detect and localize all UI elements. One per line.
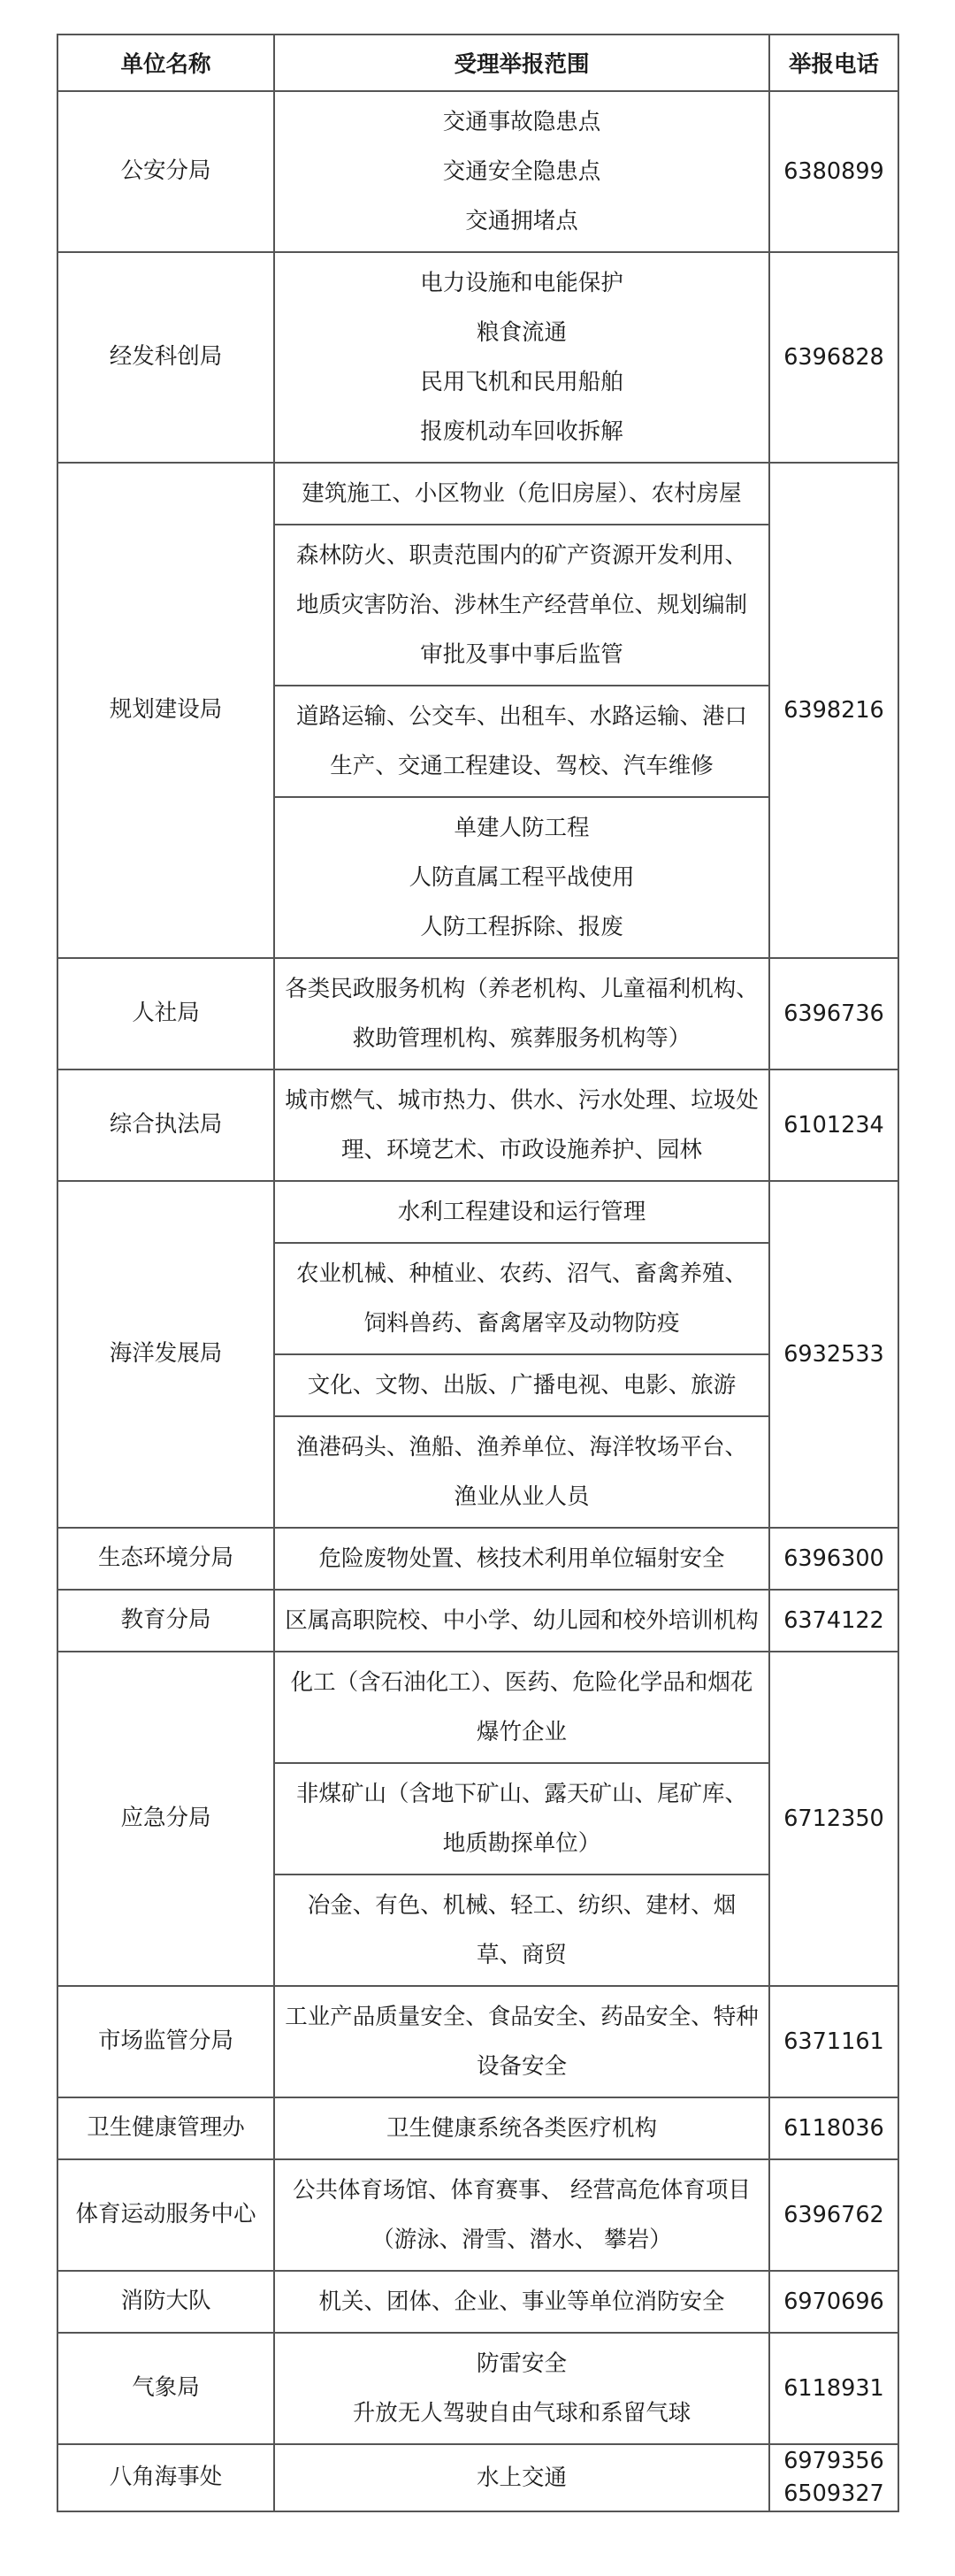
table-row [57,1070,898,1181]
scope-line: 粮食流通 [476,319,567,346]
scope-group-cell [275,1354,768,1416]
phone-number: 6118931 [783,2374,884,2402]
header-phone: 举报电话 [769,34,898,91]
table-row [57,1652,898,1986]
table-row [57,1181,898,1528]
scope-cell [274,2271,769,2333]
table-row [57,2097,898,2159]
table-row [57,252,898,463]
phone-number: 6371161 [783,2028,884,2055]
unit-name-cell: 海洋发展局 [57,1181,274,1528]
scope-line: 电力设施和电能保护 [420,270,623,296]
phone-number: 6970696 [783,2288,884,2315]
scope-cell [274,2159,769,2271]
phone-number: 6380899 [783,157,884,185]
scope-group [275,1874,768,1985]
unit-name-cell: 规划建设局 [57,463,274,958]
phone-number: 6979356 [783,2448,884,2474]
scope-group [275,1652,768,1763]
phone-number: 6932533 [783,1340,884,1368]
scope-line: 区属高职院校、中小学、幼儿园和校外培训机构 [285,1607,759,1634]
scope-cell [274,1528,769,1590]
phone-number: 6101234 [783,1111,884,1138]
scope-group-cell [275,1243,768,1354]
table-row [57,91,898,252]
scope-group-cell [275,525,768,686]
table-row [57,2444,898,2511]
scope-subtable [275,464,768,957]
unit-name-cell: 综合执法局 [57,1070,274,1181]
unit-name-cell: 气象局 [57,2333,274,2444]
phone-cell [769,1528,898,1590]
header-unit: 单位名称 [57,34,274,91]
phone-cell [769,958,898,1070]
phone-cell [769,1181,898,1528]
scope-line: 升放无人驾驶自由气球和系留气球 [352,2400,691,2426]
phone-number: 6396736 [783,1000,884,1027]
scope-group-cell [275,1874,768,1985]
scope-line: 工业产品质量安全、食品安全、药品安全、特种设备安全 [285,2004,759,2080]
scope-line: 森林防火、职责范围内的矿产资源开发利用、地质灾害防治、涉林生产经营单位、规划编制审批及事中事后监管 [295,542,747,668]
unit-name-cell: 生态环境分局 [57,1528,274,1590]
scope-line: 机关、团体、企业、事业等单位消防安全 [318,2288,725,2315]
scope-line: 人防工程拆除、报废 [420,914,623,940]
unit-name-cell: 教育分局 [57,1590,274,1652]
scope-line: 民用飞机和民用船舶 [420,369,623,395]
phone-cell [769,1986,898,2097]
scope-line: 交通事故隐患点 [442,109,601,135]
scope-cell [274,958,769,1070]
scope-line: 报废机动车回收拆解 [420,418,623,445]
scope-line: 交通拥堵点 [465,208,578,234]
phone-cell [769,1590,898,1652]
unit-name-cell: 人社局 [57,958,274,1070]
table-row [57,2159,898,2271]
scope-line: 公共体育场馆、体育赛事、 经营高危体育项目（游泳、滑雪、潜水、 攀岩） [292,2177,752,2253]
unit-name-cell: 市场监管分局 [57,1986,274,2097]
scope-cell [274,2444,769,2511]
scope-line: 渔港码头、渔船、渔养单位、海洋牧场平台、渔业从业人员 [295,1434,747,1510]
unit-name-cell: 体育运动服务中心 [57,2159,274,2271]
phone-cell [769,2444,898,2511]
scope-line: 水上交通 [476,2464,567,2491]
scope-subtable [275,1652,768,1985]
scope-group-cell [275,1763,768,1874]
scope-line: 单建人防工程 [454,815,590,841]
phone-number: 6396828 [783,343,884,371]
unit-name-cell: 八角海事处 [57,2444,274,2511]
scope-line: 化工（含石油化工）、医药、危险化学品和烟花爆竹企业 [290,1669,753,1745]
phone-number: 6118036 [783,2114,884,2142]
table-row [57,2333,898,2444]
table-row [57,1528,898,1590]
scope-group [275,525,768,686]
phone-cell [769,1652,898,1986]
phone-number: 6396300 [783,1545,884,1572]
scope-line: 冶金、有色、机械、轻工、纺织、建材、烟草、商贸 [307,1892,737,1968]
scope-cell [274,1652,769,1986]
scope-cell [274,1181,769,1528]
scope-group [275,797,768,957]
scope-group [275,1354,768,1416]
scope-cell [274,91,769,252]
scope-group-cell [275,1182,768,1243]
unit-name-cell: 经发科创局 [57,252,274,463]
phone-number: 6712350 [783,1805,884,1832]
scope-line: 危险废物处置、核技术利用单位辐射安全 [318,1545,725,1572]
scope-cell [274,252,769,463]
unit-name-cell: 消防大队 [57,2271,274,2333]
scope-group [275,1182,768,1243]
scope-line: 农业机械、种植业、农药、沼气、畜禽养殖、饲料兽药、畜禽屠宰及动物防疫 [295,1261,747,1337]
scope-group-cell [275,1416,768,1527]
report-table [57,34,899,2512]
unit-name-cell: 公安分局 [57,91,274,252]
phone-cell [769,91,898,252]
phone-number: 6509327 [783,2480,884,2507]
table-row [57,463,898,958]
table-row [57,1590,898,1652]
phone-cell [769,2097,898,2159]
table-row [57,958,898,1070]
phone-number: 6374122 [783,1606,884,1634]
phone-cell [769,2159,898,2271]
scope-cell [274,1070,769,1181]
phone-cell [769,463,898,958]
scope-group [275,686,768,797]
scope-line: 防雷安全 [476,2350,567,2377]
unit-name-cell: 应急分局 [57,1652,274,1986]
scope-group [275,464,768,525]
header-scope: 受理举报范围 [274,34,769,91]
scope-line: 各类民政服务机构（养老机构、儿童福利机构、救助管理机构、殡葬服务机构等） [285,976,759,1052]
scope-group [275,1763,768,1874]
table-row [57,2271,898,2333]
scope-line: 道路运输、公交车、出租车、水路运输、港口生产、交通工程建设、驾校、汽车维修 [295,703,747,779]
scope-line: 文化、文物、出版、广播电视、电影、旅游 [307,1372,737,1399]
phone-cell [769,2271,898,2333]
scope-line: 卫生健康系统各类医疗机构 [386,2115,657,2142]
phone-number: 6398216 [783,696,884,724]
scope-cell [274,1590,769,1652]
unit-name-cell: 卫生健康管理办 [57,2097,274,2159]
scope-cell [274,2097,769,2159]
scope-line: 建筑施工、小区物业（危旧房屋）、农村房屋 [302,480,742,507]
scope-group-cell [275,464,768,525]
scope-group-cell [275,797,768,957]
scope-group-cell [275,686,768,797]
phone-cell [769,252,898,463]
scope-subtable [275,1182,768,1527]
scope-line: 交通安全隐患点 [442,158,601,185]
scope-line: 水利工程建设和运行管理 [397,1199,646,1225]
scope-line: 城市燃气、城市热力、供水、污水处理、垃圾处理、环境艺术、市政设施养护、园林 [285,1087,759,1163]
report-table-container [57,34,898,2512]
scope-group [275,1416,768,1527]
scope-cell [274,463,769,958]
scope-group [275,1243,768,1354]
phone-number: 6396762 [783,2201,884,2228]
table-row [57,1986,898,2097]
scope-group-cell [275,1652,768,1763]
phone-cell [769,1070,898,1181]
scope-cell [274,1986,769,2097]
table-header-row [57,34,898,91]
scope-line: 人防直属工程平战使用 [409,864,635,891]
phone-cell [769,2333,898,2444]
scope-line: 非煤矿山（含地下矿山、露天矿山、尾矿库、地质勘探单位） [295,1781,747,1857]
scope-cell [274,2333,769,2444]
